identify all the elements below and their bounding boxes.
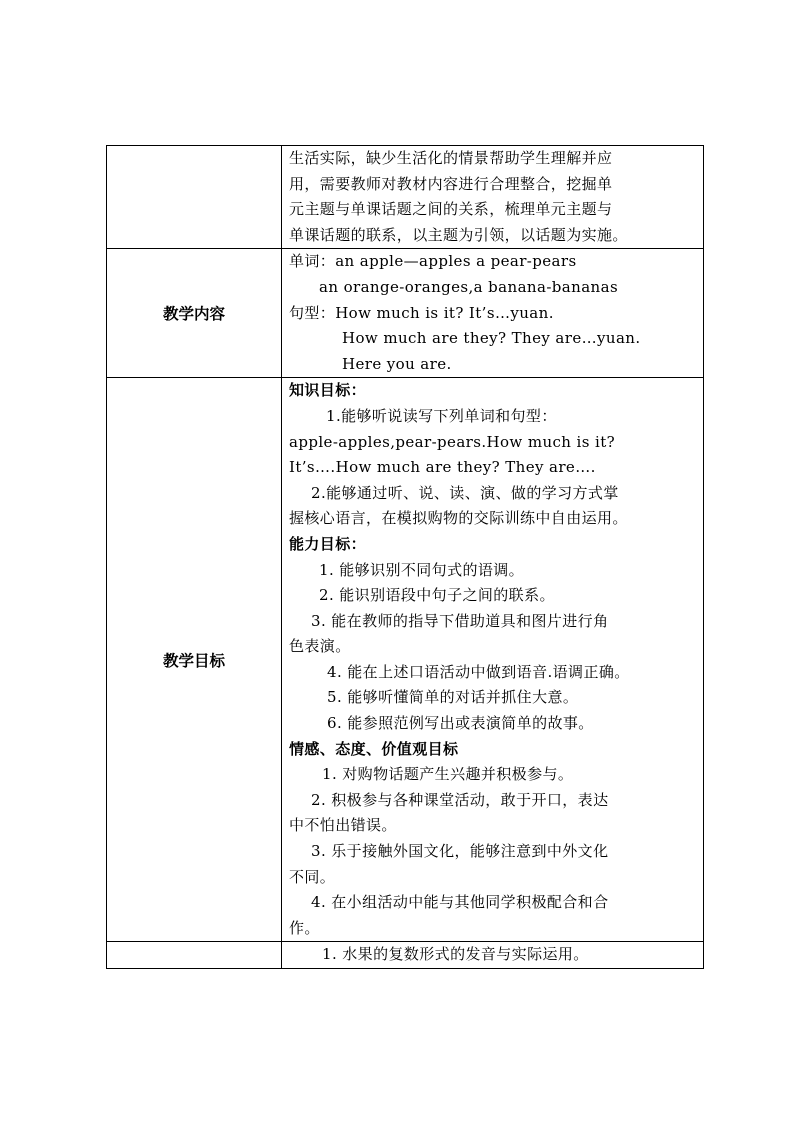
emotion-goal-line: 作。: [289, 918, 320, 937]
emotion-goal-line: 中不怕出错误。: [289, 816, 397, 835]
row-label-empty: [107, 942, 282, 969]
knowledge-goal-line: 握核心语言，在模拟购物的交际训练中自由运用。: [289, 509, 628, 528]
row-label-teaching-content: 教学内容: [107, 249, 282, 378]
teaching-content: [282, 249, 704, 378]
teaching-goals: [282, 378, 704, 942]
ability-goal-line: 5. 能够听懂简单的对话并抓住大意。: [327, 688, 579, 707]
ability-goal-line: 6. 能参照范例写出或表演简单的故事。: [327, 714, 594, 733]
knowledge-goal-line: apple-apples,pear-pears.How much is it?: [289, 432, 616, 451]
context-content: [282, 146, 704, 249]
ability-goal-line: 2. 能识别语段中句子之间的联系。: [319, 586, 555, 605]
ability-goal-line: 色表演。: [289, 637, 351, 656]
sentence-pattern-line: 句型：How much is it? It’s…yuan.: [289, 303, 554, 322]
content-line: 用，需要教师对教材内容进行合理整合，挖掘单: [289, 174, 613, 193]
knowledge-goal-line: 1.能够听说读写下列单词和句型：: [326, 406, 557, 425]
emotion-goal-line: 1. 对购物话题产生兴趣并积极参与。: [322, 765, 574, 784]
content-line: 生活实际，缺少生活化的情景帮助学生理解并应: [289, 149, 613, 167]
table-row-teaching-goals: [107, 378, 704, 942]
table-row-context: [107, 146, 704, 249]
emotion-goal-line: 4. 在小组活动中能与其他同学积极配合和合: [311, 893, 609, 912]
row-label-teaching-goals: 教学目标: [107, 378, 282, 942]
sentence-pattern-line: Here you are.: [342, 354, 452, 373]
table-row-key-points: [107, 942, 704, 969]
knowledge-goal-line: 2.能够通过听、说、读、演、做的学习方式掌: [311, 483, 619, 502]
emotion-goal-line: 不同。: [289, 867, 336, 886]
key-point-line: 1. 水果的复数形式的发音与实际运用。: [322, 945, 589, 964]
emotion-goal-line: 3. 乐于接触外国文化，能够注意到中外文化: [311, 842, 609, 861]
vocabulary-line: 单词：an apple—apples a pear-pears: [289, 252, 577, 271]
knowledge-goal-line: It’s….How much are they? They are….: [289, 458, 596, 477]
emotion-goal-line: 2. 积极参与各种课堂活动，敢于开口，表达: [311, 790, 609, 809]
lesson-plan-table: [106, 145, 704, 969]
ability-goal-line: 3. 能在教师的指导下借助道具和图片进行角: [311, 611, 609, 630]
emotion-goals-heading: 情感、态度、价值观目标: [289, 739, 459, 758]
vocabulary-line: an orange-oranges,a banana-bananas: [319, 277, 619, 296]
row-label-empty: [107, 146, 282, 249]
ability-goal-line: 4. 能在上述口语活动中做到语音.语调正确。: [327, 662, 630, 681]
content-line: 单课话题的联系，以主题为引领，以话题为实施。: [289, 225, 628, 244]
knowledge-goals-heading: 知识目标：: [289, 381, 367, 400]
table-row-teaching-content: [107, 249, 704, 378]
key-points-content: [282, 942, 704, 969]
ability-goal-line: 1. 能够识别不同句式的语调。: [319, 560, 525, 579]
ability-goals-heading: 能力目标：: [289, 534, 367, 553]
content-line: 元主题与单课话题之间的关系，梳理单元主题与: [289, 200, 613, 219]
sentence-pattern-line: How much are they? They are…yuan.: [342, 329, 641, 348]
